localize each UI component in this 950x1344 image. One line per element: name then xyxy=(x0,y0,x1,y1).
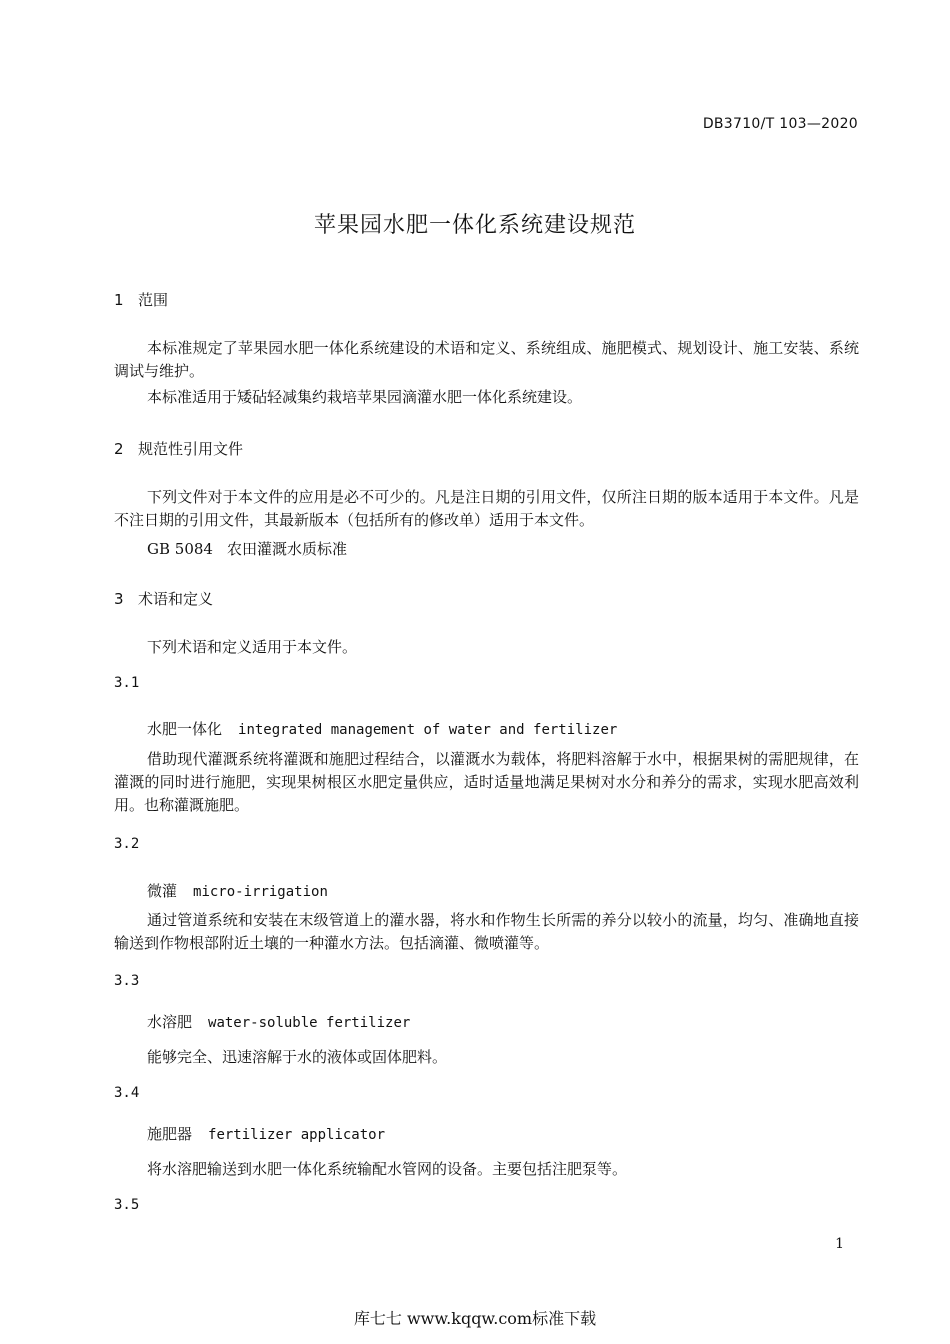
section-number: 1 xyxy=(114,291,124,309)
document-title: 苹果园水肥一体化系统建设规范 xyxy=(313,213,636,238)
reference-name: 农田灌溉水质标准 xyxy=(226,540,347,558)
term-definition: 借助现代灌溉系统将灌溉和施肥过程结合，以灌溉水为载体，将肥料溶解于水中，根据果树的需肥规律，在灌溉的同时进行施肥，实现果树根区水肥定量供应，适时适量地满足果树对水分和养分的需求，实现水肥高效利用。也称灌溉施肥。 xyxy=(114,750,859,814)
clause-number: 3.4 xyxy=(114,1085,140,1101)
section-heading-scope xyxy=(114,289,168,310)
term-chinese: 水肥一体化 xyxy=(147,720,223,738)
term-english: integrated management of water and fertilizer xyxy=(238,722,618,738)
section-number: 3 xyxy=(114,590,124,608)
section-heading-normative-references xyxy=(114,438,243,459)
paragraph: 下列文件对于本文件的应用是必不可少的。凡是注日期的引用文件，仅所注日期的版本适用于本文件。凡是不注日期的引用文件，其最新版本（包括所有的修改单）适用于本文件。 xyxy=(114,488,859,529)
clause-number: 3.2 xyxy=(114,836,140,852)
term-english: micro-irrigation xyxy=(193,884,328,900)
section-title: 术语和定义 xyxy=(138,590,214,608)
document-code: DB3710/T 103—2020 xyxy=(702,116,858,132)
term-chinese: 微灌 xyxy=(147,882,178,900)
term-definition: 将水溶肥输送到水肥一体化系统输配水管网的设备。主要包括注肥泵等。 xyxy=(147,1160,628,1178)
term-definition: 能够完全、迅速溶解于水的液体或固体肥料。 xyxy=(147,1048,448,1066)
section-heading-terms xyxy=(114,588,213,609)
paragraph: 本标准规定了苹果园水肥一体化系统建设的术语和定义、系统组成、施肥模式、规划设计、施工安装、系统调试与维护。 xyxy=(114,339,859,380)
term-chinese: 水溶肥 xyxy=(147,1013,193,1031)
reference-code: GB 5084 xyxy=(147,540,213,558)
section-number: 2 xyxy=(114,440,124,458)
page-number: 1 xyxy=(835,1236,844,1252)
term-definition: 通过管道系统和安装在末级管道上的灌水器，将水和作物生长所需的养分以较小的流量，均匀、准确地直接输送到作物根部附近土壤的一种灌水方法。包括滴灌、微喷灌等。 xyxy=(114,911,859,952)
term-english: fertilizer applicator xyxy=(208,1127,386,1143)
section-title: 范围 xyxy=(138,291,169,309)
clause-number: 3.1 xyxy=(114,675,140,691)
paragraph: 下列术语和定义适用于本文件。 xyxy=(147,638,358,656)
term-entry xyxy=(147,880,328,901)
watermark-footer: 库七七 www.kqqw.com标准下载 xyxy=(353,1309,597,1328)
section-title: 规范性引用文件 xyxy=(138,440,244,458)
term-entry xyxy=(147,1011,410,1032)
term-english: water-soluble fertilizer xyxy=(208,1015,411,1031)
term-chinese: 施肥器 xyxy=(147,1125,193,1143)
reference-entry xyxy=(147,538,347,559)
term-entry xyxy=(147,718,617,739)
clause-number: 3.3 xyxy=(114,973,140,989)
clause-number: 3.5 xyxy=(114,1197,140,1213)
term-entry xyxy=(147,1123,385,1144)
paragraph: 本标准适用于矮砧轻减集约栽培苹果园滴灌水肥一体化系统建设。 xyxy=(147,388,583,406)
